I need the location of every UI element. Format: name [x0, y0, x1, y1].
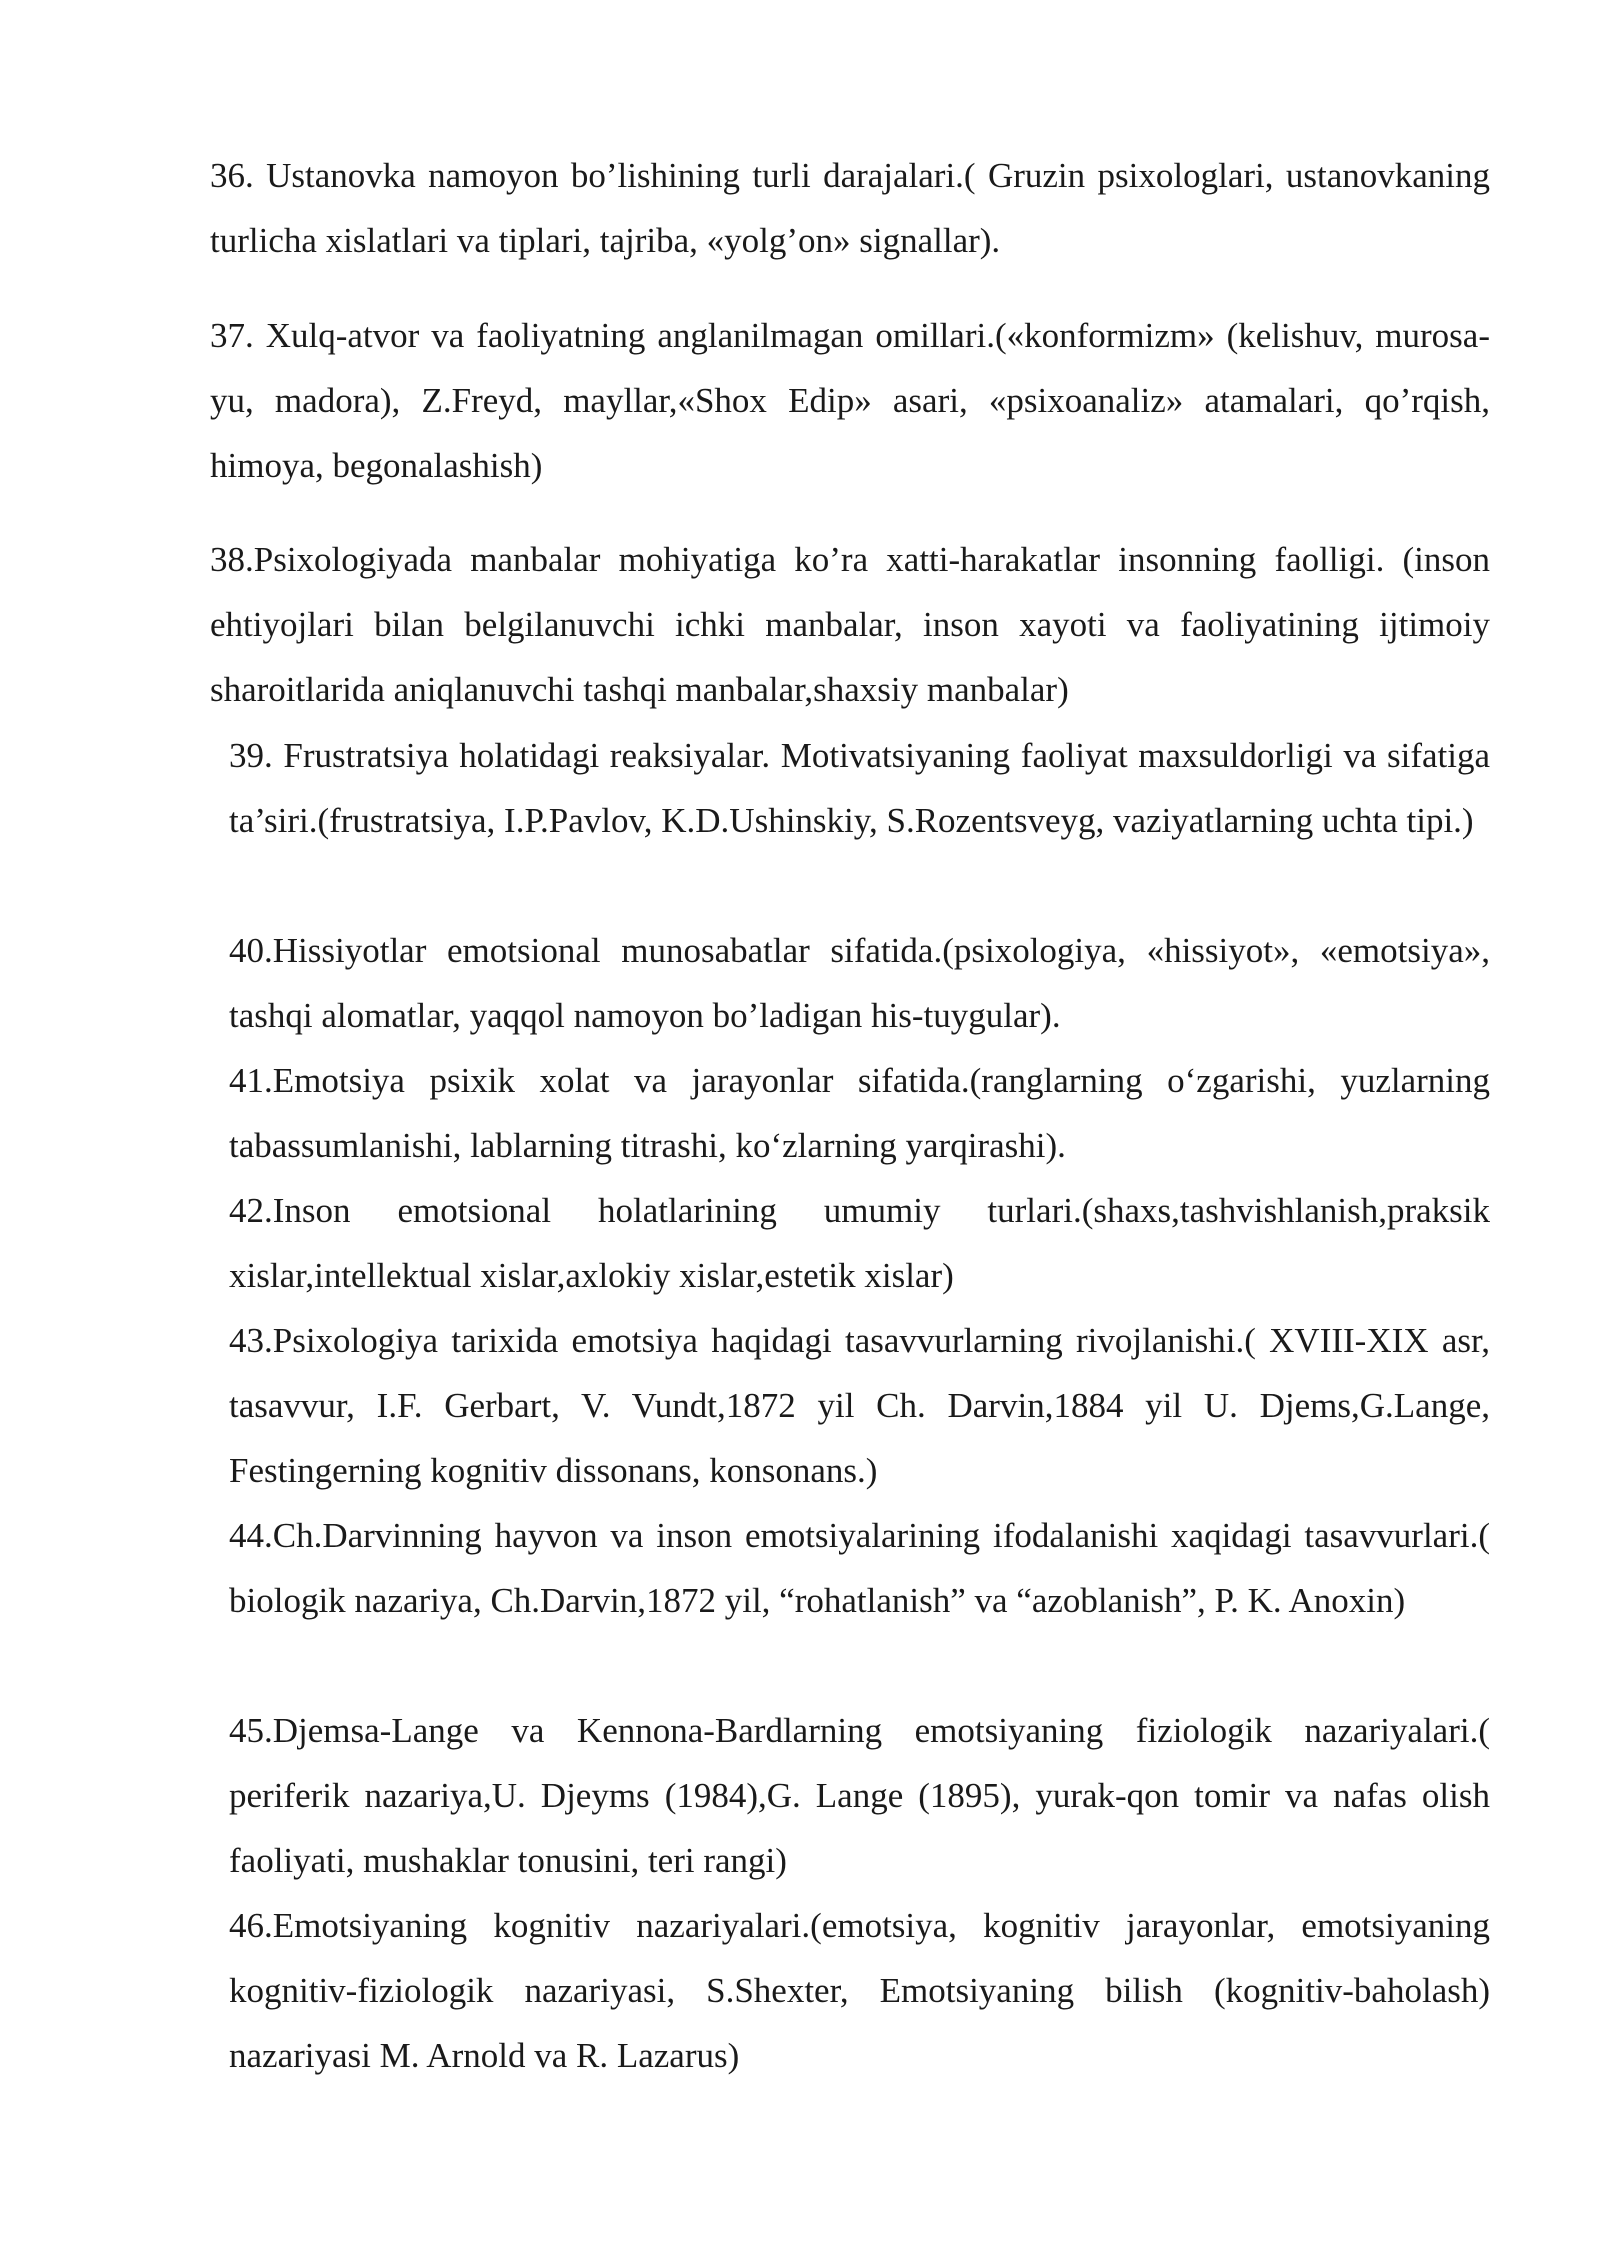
list-item-43: 43.Psixologiya tarixida emotsiya haqidagi tasavvurlarning rivojlanishi.( XVIII-XIX asr, tasavvur, I.F. Gerbart, V. Vundt,1872 yil Ch. Darvin,1884 yil U. Djems,G.Lange, Festingerning kognitiv dissonans, konsonans.) — [229, 1321, 1490, 1490]
list-item-37: 37. Xulq-atvor va faoliyatning anglanilmagan omillari.(«konformizm» (kelishuv, murosa-yu, madora), Z.Freyd, mayllar,«Shox Edip» asari, «psixoanaliz» atamalari, qo’rqish, himoya, begonalashish) — [210, 316, 1490, 485]
list-item-44: 44.Ch.Darvinning hayvon va inson emotsiyalarining ifodalanishi xaqidagi tasavvurlari.( biologik nazariya, Ch.Darvin,1872 yil, “rohatlanish” va “azoblanish”, P. K. Anoxin) — [229, 1516, 1490, 1620]
list-item-39: 39. Frustratsiya holatidagi reaksiyalar. Motivatsiyaning faoliyat maxsuldorligi va sifatiga ta’siri.(frustratsiya, I.P.Pavlov, K.D.Ushinskiy, S.Rozentsveyg, vaziyatlarning uchta tipi.) — [229, 736, 1490, 840]
list-item-38: 38.Psixologiyada manbalar mohiyatiga ko’ra xatti-harakatlar insonning faolligi. (inson ehtiyojlari bilan belgilanuvchi ichki manbalar, inson xayoti va faoliyatining ijtimoiy sharoitlarida aniqlanuvchi tashqi manbalar,shaxsiy manbalar) — [210, 540, 1490, 709]
list-item-42: 42.Inson emotsional holatlarining umumiy turlari.(shaxs,tashvishlanish,praksik xislar,intellektual xislar,axlokiy xislar,estetik xislar) — [229, 1191, 1490, 1295]
list-item-41: 41.Emotsiya psixik xolat va jarayonlar sifatida.(ranglarning o‘zgarishi, yuzlarning tabassumlanishi, lablarning titrashi, ko‘zlarning yarqirashi). — [229, 1061, 1490, 1165]
list-item-36: 36. Ustanovka namoyon bo’lishining turli darajalari.( Gruzin psixologlari, ustanovkaning turlicha xislatlari va tiplari, tajriba, «yolg’on» signallar). — [210, 156, 1490, 260]
list-item-46: 46.Emotsiyaning kognitiv nazariyalari.(emotsiya, kognitiv jarayonlar, emotsiyaning kognitiv-fiziologik nazariyasi, S.Shexter, Emotsiyaning bilish (kognitiv-baholash) nazariyasi M. Arnold va R. Lazarus) — [229, 1906, 1490, 2075]
list-item-45: 45.Djemsa-Lange va Kennona-Bardlarning emotsiyaning fiziologik nazariyalari.( periferik nazariya,U. Djeyms (1984),G. Lange (1895), yurak-qon tomir va nafas olish faoliyati, mushaklar tonusini, teri rangi) — [229, 1711, 1490, 1880]
list-item-40: 40.Hissiyotlar emotsional munosabatlar sifatida.(psixologiya, «hissiyot», «emotsiya», tashqi alomatlar, yaqqol namoyon bo’ladigan his-tuygular). — [229, 931, 1490, 1035]
